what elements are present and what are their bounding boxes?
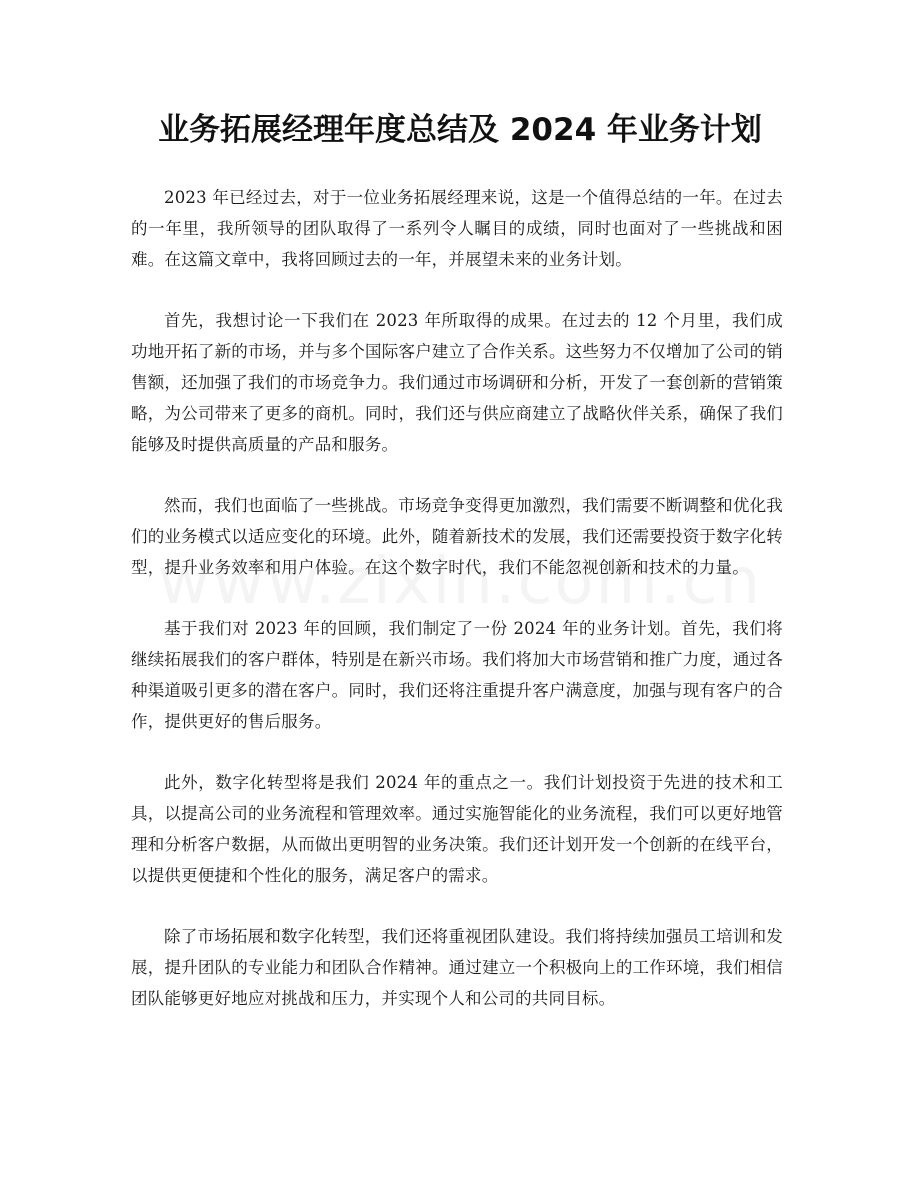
paragraph-2: 首先，我想讨论一下我们在 2023 年所取得的成果。在过去的 12 个月里，我们成功地开拓了新的市场，并与多个国际客户建立了合作关系。这些努力不仅增加了公司的销售额，还加强了我们的市场竞争力。我们通过市场调研和分析，开发了一套创新的营销策略，为公司带来了更多的商机。同时，我们还与供应商建立了战略伙伴关系，确保了我们能够及时提供高质量的产品和服务。 xyxy=(131,311,783,454)
paragraph-6: 除了市场拓展和数字化转型，我们还将重视团队建设。我们将持续加强员工培训和发展，提升团队的专业能力和团队合作精神。通过建立一个积极向上的工作环境，我们相信团队能够更好地应对挑战和压力，并实现个人和公司的共同目标。 xyxy=(131,927,783,1008)
paragraph-4: 基于我们对 2023 年的回顾，我们制定了一份 2024 年的业务计划。首先，我们将继续拓展我们的客户群体，特别是在新兴市场。我们将加大市场营销和推广力度，通过各种渠道吸引更多的潜在客户。同时，我们还将注重提升客户满意度，加强与现有客户的合作，提供更好的售后服务。 xyxy=(131,619,783,731)
document-body xyxy=(131,182,783,1044)
paragraph-5: 此外，数字化转型将是我们 2024 年的重点之一。我们计划投资于先进的技术和工具，以提高公司的业务流程和管理效率。通过实施智能化的业务流程，我们可以更好地管理和分析客户数据，从而做出更明智的业务决策。我们还计划开发一个创新的在线平台，以提供更便捷和个性化的服务，满足客户的需求。 xyxy=(131,773,783,885)
page-title: 业务拓展经理年度总结及 2024 年业务计划 xyxy=(158,112,762,148)
paragraph-1: 2023 年已经过去，对于一位业务拓展经理来说，这是一个值得总结的一年。在过去的一年里，我所领导的团队取得了一系列令人瞩目的成绩，同时也面对了一些挑战和困难。在这篇文章中，我将回顾过去的一年，并展望未来的业务计划。 xyxy=(131,188,783,269)
paragraph-3: 然而，我们也面临了一些挑战。市场竞争变得更加激烈，我们需要不断调整和优化我们的业务模式以适应变化的环境。此外，随着新技术的发展，我们还需要投资于数字化转型，提升业务效率和用户体验。在这个数字时代，我们不能忽视创新和技术的力量。 xyxy=(131,496,783,577)
